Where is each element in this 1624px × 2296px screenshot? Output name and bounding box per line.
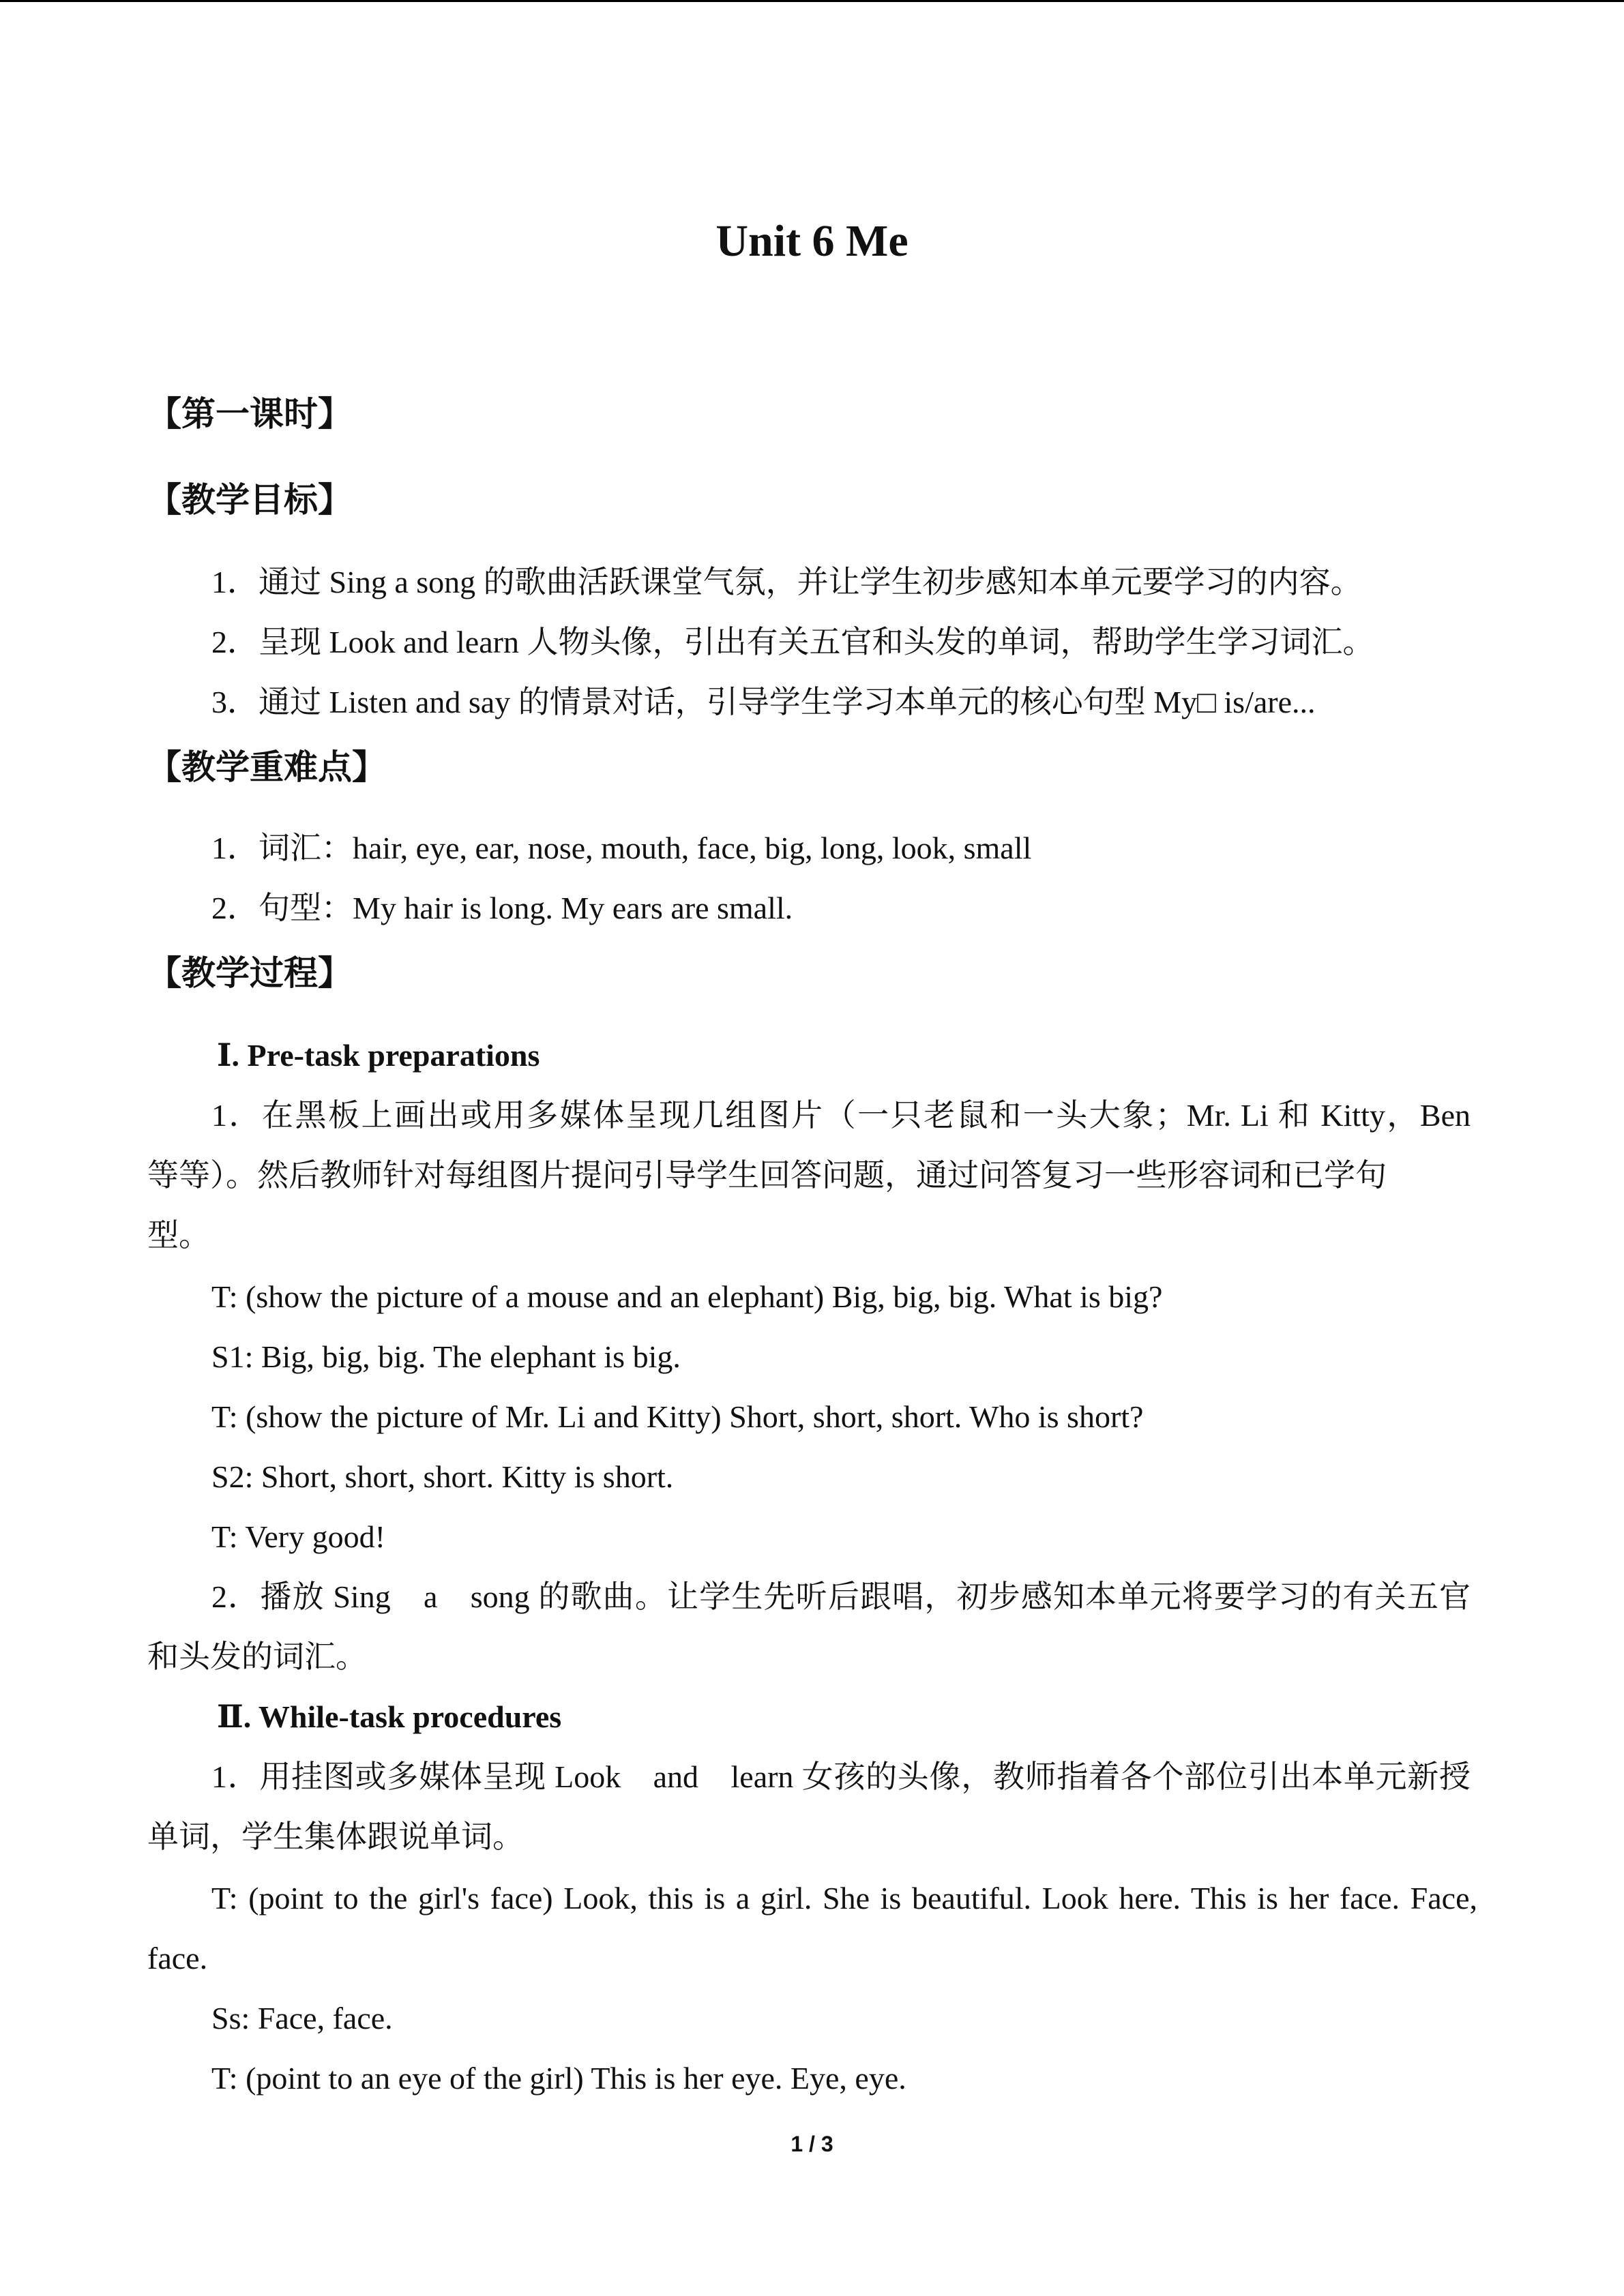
paragraph-line: 2．播放 Sing a song 的歌曲。让学生先听后跟唱，初步感知本单元将要学习的有关五官 bbox=[211, 1579, 1471, 1614]
lesson-heading: 【第一课时】 bbox=[147, 394, 352, 434]
objectives-heading: 【教学目标】 bbox=[147, 480, 352, 520]
top-border-rule bbox=[0, 0, 1624, 2]
paragraph-line: 1．在黑板上画出或用多媒体呈现几组图片（一只老鼠和一头大象；Mr. Li 和 Kitty，Ben bbox=[211, 1098, 1471, 1133]
objective-item: 2．呈现 Look and learn 人物头像，引出有关五官和头发的单词，帮助学生学习词汇。 bbox=[211, 625, 1374, 659]
document-title: Unit 6 Me bbox=[715, 216, 909, 266]
key-point-item: 1．词汇：hair, eye, ear, nose, mouth, face, big, long, look, small bbox=[211, 831, 1032, 865]
dialogue-line: T: (point to the girl's face) Look, this is a girl. She is beautiful. Look here. This is her face. Face, bbox=[211, 1881, 1477, 1915]
key-point-item: 2．句型：My hair is long. My ears are small. bbox=[211, 891, 793, 925]
section-title-while-task: Ⅱ. While-task procedures bbox=[217, 1699, 562, 1734]
paragraph-line: 型。 bbox=[147, 1218, 210, 1253]
page-number: 1 / 3 bbox=[791, 2132, 833, 2156]
dialogue-line: S2: Short, short, short. Kitty is short. bbox=[211, 1459, 674, 1494]
dialogue-line: Ss: Face, face. bbox=[211, 2001, 393, 2036]
section-title-pre-task: Ⅰ. Pre-task preparations bbox=[217, 1038, 540, 1073]
dialogue-line: T: (show the picture of Mr. Li and Kitty) Short, short, short. Who is short? bbox=[211, 1399, 1144, 1434]
paragraph-line: 和头发的词汇。 bbox=[147, 1639, 367, 1674]
dialogue-line: T: (show the picture of a mouse and an elephant) Big, big, big. What is big? bbox=[211, 1279, 1163, 1314]
paragraph-line: 1．用挂图或多媒体呈现 Look and learn 女孩的头像，教师指着各个部位引出本单元新授 bbox=[211, 1759, 1471, 1794]
dialogue-line: S1: Big, big, big. The elephant is big. bbox=[211, 1339, 681, 1374]
dialogue-line: T: (point to an eye of the girl) This is her eye. Eye, eye. bbox=[211, 2061, 906, 2096]
objective-item: 3．通过 Listen and say 的情景对话，引导学生学习本单元的核心句型 My□ is/are... bbox=[211, 685, 1316, 719]
key-points-heading: 【教学重难点】 bbox=[147, 747, 386, 787]
paragraph-line: 等等）。然后教师针对每组图片提问引导学生回答问题，通过问答复习一些形容词和已学句 bbox=[147, 1158, 1387, 1193]
dialogue-line: face. bbox=[147, 1941, 208, 1976]
objective-item: 1．通过 Sing a song 的歌曲活跃课堂气氛，并让学生初步感知本单元要学习的内容。 bbox=[211, 565, 1362, 599]
process-heading: 【教学过程】 bbox=[147, 953, 352, 993]
dialogue-line: T: Very good! bbox=[211, 1519, 385, 1554]
paragraph-line: 单词，学生集体跟说单词。 bbox=[147, 1819, 524, 1854]
